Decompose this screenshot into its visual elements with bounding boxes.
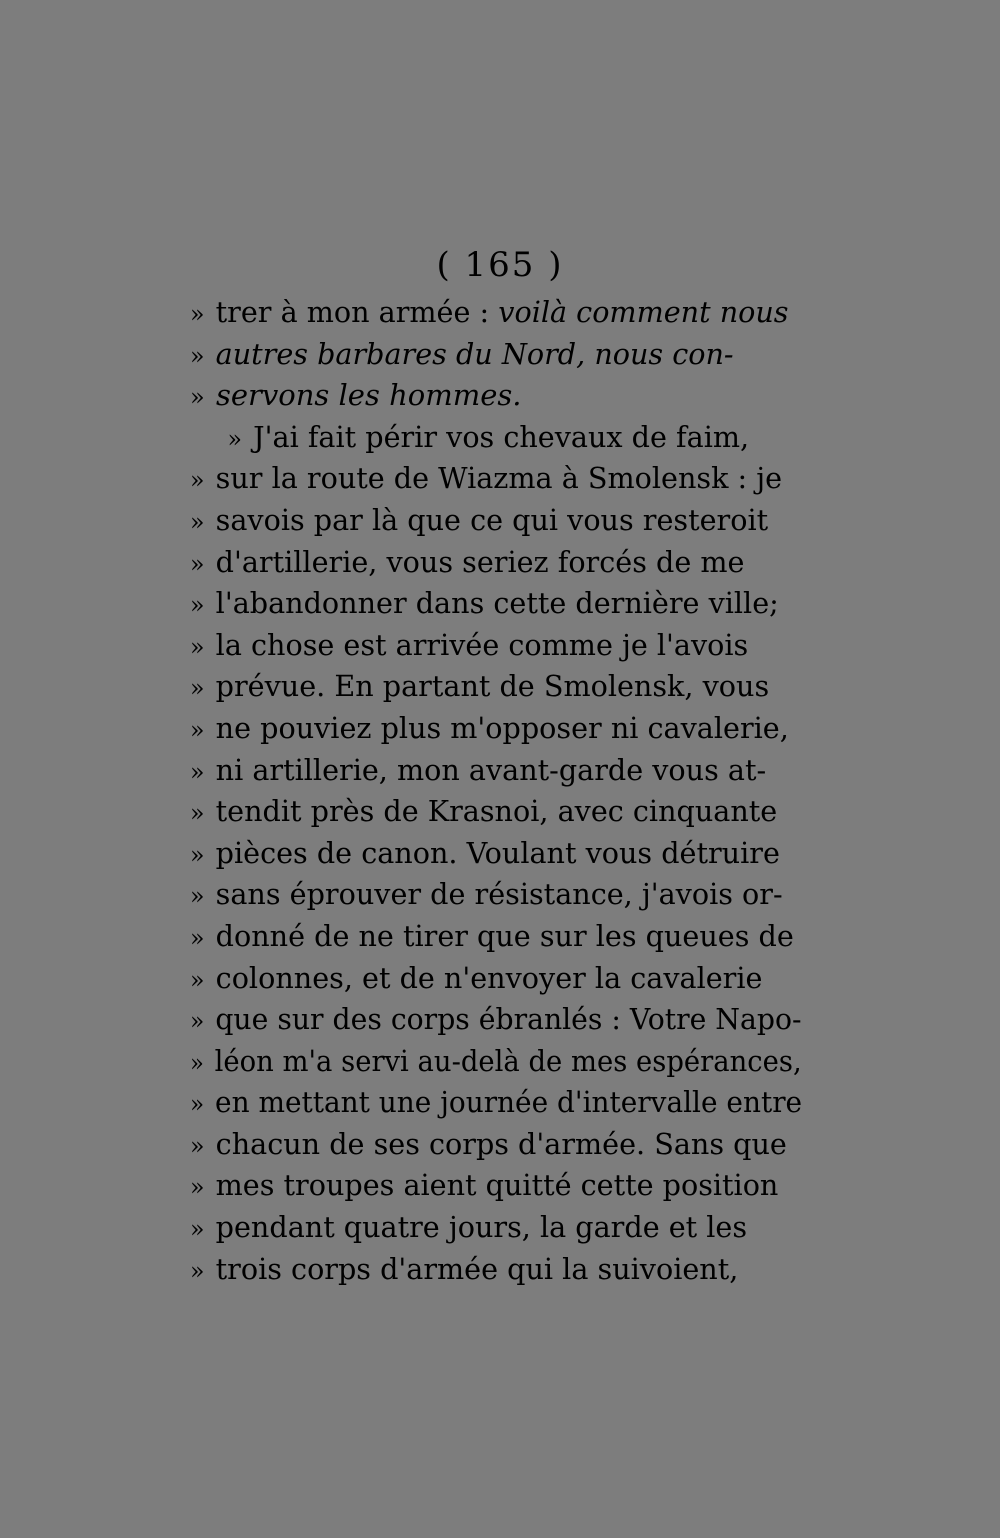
text-line (190, 874, 802, 916)
line-text: en mettant une journée d'intervalle entre (215, 1085, 803, 1120)
text-line (190, 292, 802, 334)
text-line (190, 1041, 802, 1083)
quote-mark: » (190, 549, 205, 578)
line-text: J'ai fait périr vos chevaux de faim, (253, 419, 750, 454)
quote-mark: » (190, 1090, 205, 1119)
line-text: l'abandonner dans cette dernière ville; (215, 586, 779, 621)
text-line (190, 791, 802, 833)
line-text: ne pouviez plus m'opposer ni cavalerie, (215, 710, 789, 745)
text-line (190, 1124, 802, 1166)
text-line (190, 916, 802, 958)
line-text: mes troupes aient quitté cette position (215, 1168, 779, 1203)
quote-mark: » (190, 1256, 205, 1285)
line-text: donné de ne tirer que sur les queues de (215, 918, 794, 953)
quote-mark: » (190, 799, 205, 828)
line-text: sur la route de Wiazma à Smolensk : je (215, 461, 783, 496)
quote-mark: » (190, 383, 205, 412)
text-line (190, 999, 802, 1041)
quote-mark: » (190, 632, 205, 661)
quote-mark: » (190, 1215, 205, 1244)
quote-mark: » (190, 1131, 205, 1160)
text-line (190, 500, 802, 542)
text-line (190, 666, 802, 708)
quote-mark: » (190, 715, 205, 744)
body-text (190, 292, 810, 1290)
line-text-italic: autres barbares du Nord, nous con- (215, 336, 734, 371)
line-text: pendant quatre jours, la garde et les (215, 1210, 748, 1245)
text-line (190, 1207, 802, 1249)
quote-mark: » (190, 1173, 205, 1202)
text-line (190, 542, 802, 584)
quote-mark: » (190, 300, 205, 328)
text-line (190, 334, 802, 376)
text-line (190, 458, 802, 500)
quote-mark: » (190, 965, 205, 994)
line-text: sans éprouver de résistance, j'avois or- (215, 877, 783, 912)
quote-mark: » (190, 840, 205, 869)
text-line (190, 625, 802, 667)
text-line (190, 1249, 802, 1291)
line-text: colonnes, et de n'envoyer la cavalerie (215, 960, 763, 995)
line-text: trer à mon armée : (215, 295, 499, 329)
line-text: la chose est arrivée comme je l'avois (215, 627, 749, 662)
line-text: léon m'a servi au-delà de mes espérances, (214, 1043, 802, 1078)
line-text-italic: servons les hommes. (216, 378, 522, 413)
text-line (190, 833, 802, 875)
quote-mark: » (190, 341, 205, 370)
quote-mark: » (190, 466, 205, 495)
line-text: tendit près de Krasnoi, avec cinquante (215, 794, 778, 829)
text-line (190, 708, 802, 750)
quote-mark: » (190, 1048, 204, 1077)
quote-mark: » (190, 923, 205, 952)
quote-mark: » (190, 591, 205, 620)
line-text: savois par là que ce qui vous resteroit (215, 502, 769, 537)
quote-mark: » (190, 757, 205, 786)
quote-mark: » (227, 424, 243, 453)
line-text: que sur des corps ébranlés : Votre Napo- (215, 1002, 802, 1037)
line-text: d'artillerie, vous seriez forcés de me (215, 544, 745, 579)
quote-mark: » (190, 674, 205, 703)
quote-mark: » (190, 507, 205, 536)
line-text: chacun de ses corps d'armée. Sans que (215, 1126, 787, 1161)
text-line (190, 417, 802, 459)
quote-mark: » (190, 882, 205, 911)
page-number: ( 165 ) (436, 245, 564, 285)
text-line (190, 583, 802, 625)
line-text: prévue. En partant de Smolensk, vous (215, 669, 770, 704)
text-line (190, 1082, 803, 1124)
line-text: ni artillerie, mon avant-garde vous at- (215, 752, 767, 787)
text-line (190, 750, 802, 792)
line-text-italic: voilà comment nous (498, 295, 789, 329)
quote-mark: » (190, 1007, 205, 1036)
line-text: trois corps d'armée qui la suivoient, (215, 1251, 739, 1286)
text-line (190, 958, 802, 1000)
line-text: pièces de canon. Voulant vous détruire (215, 835, 780, 870)
text-line (190, 1165, 802, 1207)
text-line (190, 375, 810, 417)
